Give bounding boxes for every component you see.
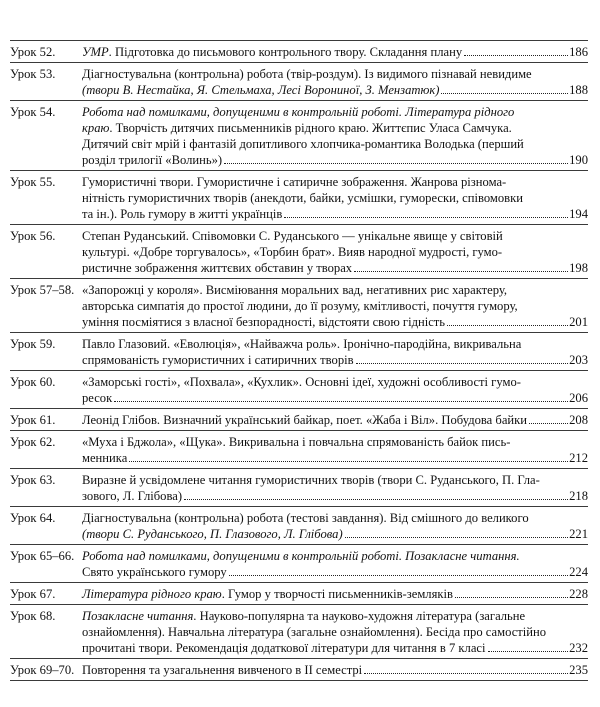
toc-entry [10,431,588,469]
toc-entry [10,371,588,409]
page-number: 198 [569,261,588,275]
description-line [82,206,588,222]
lesson-description [82,44,588,60]
page-number: 188 [569,83,588,97]
text: Повторення та узагальнення вивченого в ІІ семестрі [82,663,363,677]
dot-leader [284,217,568,218]
lesson-number: Урок 55. [10,175,56,189]
text: . Творчість дитячих письменників рідного краю. Життєпис Уласа Самчука. [109,121,512,135]
description-line [82,314,588,330]
toc-entry [10,545,588,583]
text: менника [82,451,128,465]
lesson-description [82,412,588,428]
lesson-number: Урок 63. [10,473,56,487]
text: Гумористичні твори. Гумористичне і сатиричне зображення. Жанрова різнома- [82,175,507,189]
text: ристичне зображення життєвих обставин у творах [82,261,353,275]
text: Павло Глазовий. «Еволюція», «Найважча роль». Іронічно-пародійна, викривальна [82,337,522,351]
lesson-description [82,472,588,504]
page-number: 206 [569,391,588,405]
description-line [82,624,588,640]
lesson-number: Урок 59. [10,337,56,351]
page-number: 208 [569,413,588,427]
toc-entry [10,171,588,225]
text: «Запорожці у короля». Висміювання моральних вад, негативних рис характеру, [82,283,508,297]
toc-entry [10,101,588,171]
page-number: 212 [569,451,588,465]
lesson-description [82,662,588,678]
description-line [82,244,588,260]
italic-text: краю [82,121,110,135]
dot-leader [364,673,568,674]
description-line [82,152,588,168]
dot-leader [354,271,568,272]
description-line [82,434,588,450]
dot-leader [488,651,569,652]
lesson-description [82,548,588,580]
description-line [82,260,588,276]
table-of-contents [10,40,588,681]
description-line [82,586,588,602]
dot-leader [447,325,568,326]
toc-entry [10,507,588,545]
dot-leader [129,461,568,462]
text: Діагностувальна (контрольна) робота (твір-роздум). Із видимого пізнавай невидиме [82,67,532,81]
toc-entry [10,333,588,371]
lesson-number: Урок 64. [10,511,56,525]
page-number: 194 [569,207,588,221]
text: . Гумор у творчості письменників-земляків [221,587,453,601]
description-line [82,488,588,504]
description-line [82,174,588,190]
dot-leader [441,93,568,94]
description-line [82,298,588,314]
italic-text: Робота над помилками, допущеними в контрольній роботі. Позакласне читання. [82,549,520,563]
lesson-number: Урок 53. [10,67,56,81]
dot-leader [464,55,568,56]
text: ресок [82,391,113,405]
page-number: 203 [569,353,588,367]
lesson-description [82,336,588,368]
toc-entry [10,409,588,431]
text: Степан Руданський. Співомовки С. Руданського — унікальне явище у світовій [82,229,503,243]
dot-leader [455,597,568,598]
description-line [82,564,588,580]
dot-leader [224,163,568,164]
text: Діагностувальна (контрольна) робота (тестові завдання). Від смішного до великого [82,511,529,525]
dot-leader [529,423,568,424]
toc-entry [10,225,588,279]
page-number: 221 [569,527,588,541]
lesson-description [82,374,588,406]
lesson-description [82,174,588,222]
dot-leader [184,499,568,500]
page-number: 190 [569,153,588,167]
lesson-number: Урок 61. [10,413,56,427]
lesson-number: Урок 56. [10,229,56,243]
description-line [82,136,588,152]
lesson-number: Урок 52. [10,45,56,59]
lesson-description [82,282,588,330]
description-line [82,120,588,136]
lesson-number: Урок 60. [10,375,56,389]
description-line [82,352,588,368]
text: «Муха і Бджола», «Щука». Викривальна і повчальна спрямованість байок пись- [82,435,511,449]
lesson-description [82,104,588,168]
text: уміння посміятися з власної безпорадності, відстояти свою гідність [82,315,446,329]
text: Дитячий світ мрій і фантазій допитливого хлопчика-романтика Володька (перший [82,137,524,151]
description-line [82,548,588,564]
description-line [82,104,588,120]
page-number: 218 [569,489,588,503]
page-number: 228 [569,587,588,601]
lesson-description [82,586,588,602]
description-line [82,374,588,390]
description-line [82,450,588,466]
description-line [82,228,588,244]
italic-text: Література рідного краю [82,587,222,601]
text: та ін.). Роль гумору в житті українців [82,207,283,221]
text: спрямованість гумористичних і сатиричних творів [82,353,354,367]
dot-leader [114,401,568,402]
description-line [82,282,588,298]
text: зового, Л. Глібова) [82,489,183,503]
lesson-number: Урок 54. [10,105,56,119]
lesson-number: Урок 65–66. [10,549,75,563]
text: розділ трилогії «Волинь») [82,153,223,167]
description-line [82,82,588,98]
text: «Заморські гості», «Похвала», «Кухлик». Основні ідеї, художні особливості гумо- [82,375,521,389]
toc-entry [10,583,588,605]
lesson-number: Урок 57–58. [10,283,75,297]
italic-text: (твори В. Нестайка, Я. Стельмаха, Лесі Ворониної, З. Мензатюк) [82,83,440,97]
dot-leader [345,537,568,538]
description-line [82,412,588,428]
toc-entry [10,605,588,659]
lesson-number: Урок 67. [10,587,56,601]
lesson-description [82,228,588,276]
dot-leader [356,363,569,364]
description-line [82,472,588,488]
toc-entry [10,40,588,63]
lesson-number: Урок 68. [10,609,56,623]
text: . Науково-популярна та науково-художня література (загальне [193,609,526,623]
lesson-number: Урок 62. [10,435,56,449]
description-line [82,526,588,542]
description-line [82,190,588,206]
description-line [82,510,588,526]
dot-leader [229,575,568,576]
lesson-description [82,608,588,656]
text: культурі. «Добре торгувалось», «Торбин брат». Вияв народної мудрості, гумо- [82,245,503,259]
italic-text: Позакласне читання [82,609,194,623]
text: нітність гумористичних творів (анекдоти, байки, усмішки, гуморески, співомовки [82,191,523,205]
text: Виразне й усвідомлене читання гумористичних творів (твори С. Руданського, П. Гла- [82,473,540,487]
page-number: 232 [569,641,588,655]
toc-entry [10,469,588,507]
italic-text: УМР [82,45,109,59]
lesson-number: Урок 69–70. [10,663,75,677]
text: Свято українського гумору [82,565,227,579]
lesson-description [82,434,588,466]
page-number: 186 [569,45,588,59]
text: . Підготовка до письмового контрольного твору. Складання плану [108,45,463,59]
description-line [82,66,588,82]
text: Леонід Глібов. Визначний український байкар, поет. «Жаба і Віл». Побудова байки [82,413,528,427]
toc-entry [10,659,588,681]
description-line [82,336,588,352]
text: ознайомлення). Навчальна література (загальне ознайомлення). Бесіда про самостійно [82,625,547,639]
description-line [82,662,588,678]
page-number: 235 [569,663,588,677]
description-line [82,640,588,656]
italic-text: Робота над помилками, допущеними в контрольній роботі. Література рідного [82,105,515,119]
lesson-description [82,66,588,98]
description-line [82,608,588,624]
text: прочитані твори. Рекомендація додаткової літератури для читання в 7 класі [82,641,486,655]
text: авторська симпатія до простої людини, до її розуму, кмітливості, почуття гумору, [82,299,518,313]
lesson-description [82,510,588,542]
toc-entry [10,63,588,101]
description-line [82,44,588,60]
toc-entry [10,279,588,333]
italic-text: (твори С. Руданського, П. Глазового, Л. Глібова) [82,527,343,541]
description-line [82,390,588,406]
page-number: 224 [569,565,588,579]
page-number: 201 [569,315,588,329]
